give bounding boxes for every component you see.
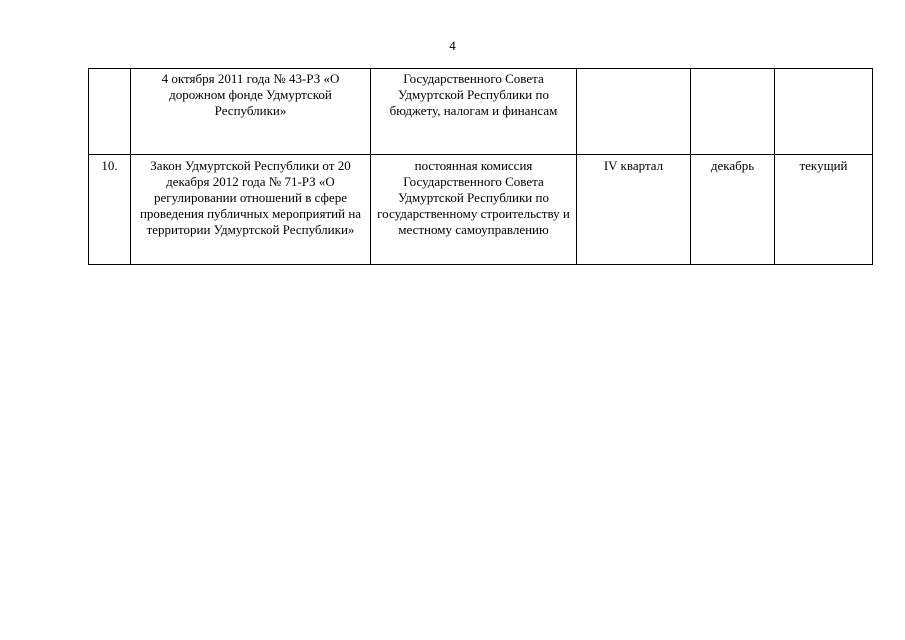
year-cell	[775, 69, 873, 155]
quarter-cell: IV квартал	[577, 155, 691, 265]
month-cell	[691, 69, 775, 155]
law-title-cell: 4 октября 2011 года № 43-РЗ «О дорожном фонде Удмуртской Республики»	[131, 69, 371, 155]
law-title-cell: Закон Удмуртской Республики от 20 декабря 2012 года № 71-РЗ «О регулировании отношений в сфере проведения публичных мероприятий на территории Удмуртской Республики»	[131, 155, 371, 265]
quarter-cell	[577, 69, 691, 155]
row-number-cell: 10.	[89, 155, 131, 265]
year-cell: текущий	[775, 155, 873, 265]
table-row	[89, 155, 873, 265]
responsible-committee-cell: Государственного Совета Удмуртской Республики по бюджету, налогам и финансам	[371, 69, 577, 155]
page-number: 4	[449, 38, 456, 53]
plan-table	[88, 68, 873, 265]
table-row	[89, 69, 873, 155]
month-cell: декабрь	[691, 155, 775, 265]
responsible-committee-cell: постоянная комиссия Государственного Совета Удмуртской Республики по государственному строительству и местному самоуправлению	[371, 155, 577, 265]
row-number-cell	[89, 69, 131, 155]
